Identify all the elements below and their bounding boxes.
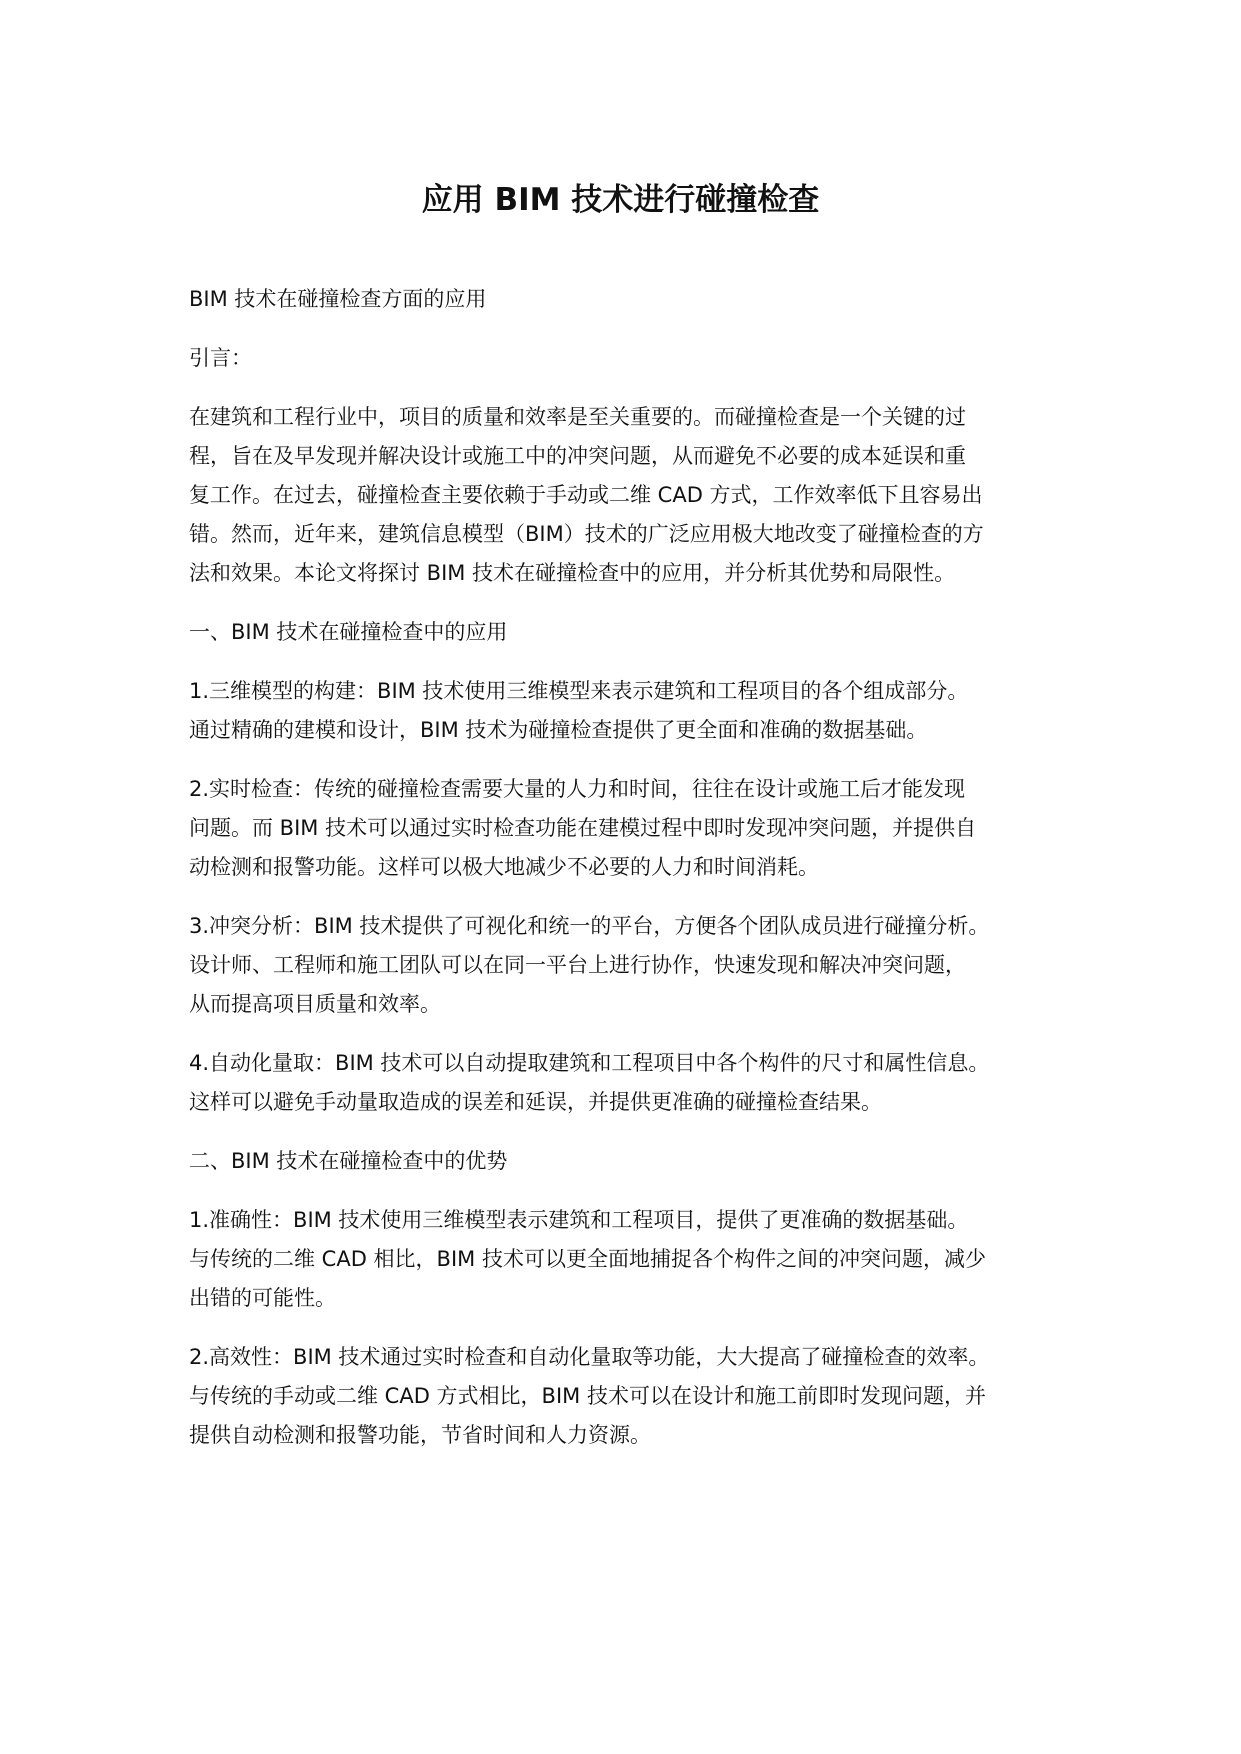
- document-body: [189, 280, 1079, 1475]
- text-line: 在建筑和工程行业中，项目的质量和效率是至关重要的。而碰撞检查是一个关键的过: [189, 405, 966, 429]
- paragraph: [189, 339, 1079, 378]
- text-line: BIM 技术在碰撞检查方面的应用: [189, 287, 487, 311]
- paragraph: [189, 770, 1079, 887]
- paragraph: [189, 672, 1079, 750]
- text-line: 1.三维模型的构建：BIM 技术使用三维模型来表示建筑和工程项目的各个组成部分。: [189, 679, 969, 703]
- paragraph: [189, 1201, 1079, 1318]
- paragraph: [189, 398, 1079, 593]
- text-line: 复工作。在过去，碰撞检查主要依赖于手动或二维 CAD 方式，工作效率低下且容易出: [189, 483, 983, 507]
- text-line: 2.实时检查：传统的碰撞检查需要大量的人力和时间，往往在设计或施工后才能发现: [189, 777, 966, 801]
- paragraph: [189, 907, 1079, 1024]
- paragraph: [189, 280, 1079, 319]
- text-line: 从而提高项目质量和效率。: [189, 992, 441, 1016]
- paragraph: [189, 613, 1079, 652]
- text-line: 二、BIM 技术在碰撞检查中的优势: [189, 1149, 508, 1173]
- text-line: 3.冲突分析：BIM 技术提供了可视化和统一的平台，方便各个团队成员进行碰撞分析。: [189, 914, 990, 938]
- text-line: 2.高效性：BIM 技术通过实时检查和自动化量取等功能，大大提高了碰撞检查的效率。: [189, 1345, 990, 1369]
- text-line: 出错的可能性。: [189, 1286, 336, 1310]
- text-line: 提供自动检测和报警功能，节省时间和人力资源。: [189, 1423, 651, 1447]
- text-line: 这样可以避免手动量取造成的误差和延误，并提供更准确的碰撞检查结果。: [189, 1090, 882, 1114]
- text-line: 4.自动化量取：BIM 技术可以自动提取建筑和工程项目中各个构件的尺寸和属性信息。: [189, 1051, 990, 1075]
- document-title: 应用 BIM 技术进行碰撞检查: [421, 182, 820, 218]
- paragraph: [189, 1338, 1079, 1455]
- text-line: 1.准确性：BIM 技术使用三维模型表示建筑和工程项目，提供了更准确的数据基础。: [189, 1208, 969, 1232]
- text-line: 一、BIM 技术在碰撞检查中的应用: [189, 620, 508, 644]
- text-line: 通过精确的建模和设计，BIM 技术为碰撞检查提供了更全面和准确的数据基础。: [189, 718, 928, 742]
- text-line: 问题。而 BIM 技术可以通过实时检查功能在建模过程中即时发现冲突问题，并提供自: [189, 816, 977, 840]
- text-line: 程，旨在及早发现并解决设计或施工中的冲突问题，从而避免不必要的成本延误和重: [189, 444, 966, 468]
- paragraph: [189, 1142, 1079, 1181]
- text-line: 动检测和报警功能。这样可以极大地减少不必要的人力和时间消耗。: [189, 855, 819, 879]
- text-line: 引言：: [189, 346, 252, 370]
- text-line: 设计师、工程师和施工团队可以在同一平台上进行协作，快速发现和解决冲突问题，: [189, 953, 966, 977]
- text-line: 法和效果。本论文将探讨 BIM 技术在碰撞检查中的应用，并分析其优势和局限性。: [189, 561, 956, 585]
- text-line: 与传统的二维 CAD 相比，BIM 技术可以更全面地捕捉各个构件之间的冲突问题，减少: [189, 1247, 986, 1271]
- paragraph: [189, 1044, 1079, 1122]
- text-line: 与传统的手动或二维 CAD 方式相比，BIM 技术可以在设计和施工前即时发现问题，并: [189, 1384, 986, 1408]
- text-line: 错。然而，近年来，建筑信息模型（BIM）技术的广泛应用极大地改变了碰撞检查的方: [189, 522, 984, 546]
